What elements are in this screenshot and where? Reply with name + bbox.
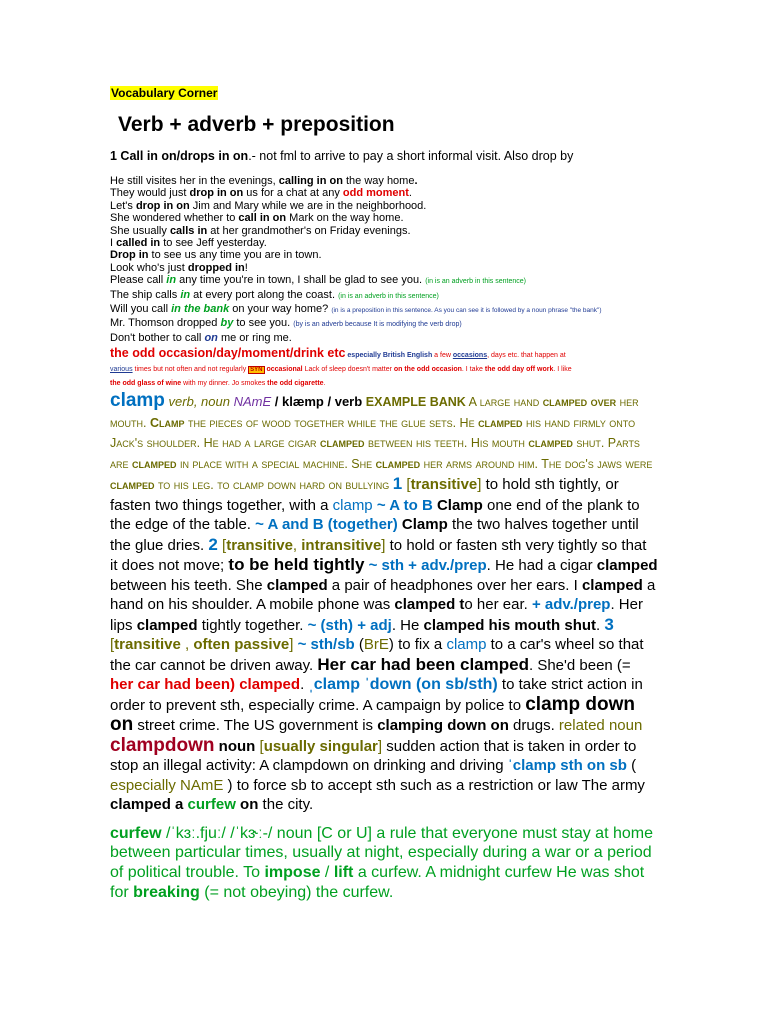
example-line: The ship calls in at every port along the coast. (in is an adverb in this sentence) xyxy=(110,288,439,301)
entry-head: 1 Call in on/drops in on xyxy=(110,149,249,163)
example-line: Don't bother to call on me or ring me. xyxy=(110,331,292,344)
sense-number: 2 xyxy=(208,534,218,554)
odd-occasion-entry: the odd occasion/day/moment/drink etc especially British English a few occasions, days etc. that happen at various times but not often and not regularly SYN occasional Lack of sleep doesn't matter on the odd occasion. I take the odd day off work. I like the odd glass of wine with my dinner. Jo smokes the odd cigarette. xyxy=(110,346,572,388)
clamp-entry: clamp verb, noun NAmE / klæmp / verb EXAMPLE BANK A large hand clamped over her mouth. Clamp the pieces of wood together while the glue sets. He clamped his hand firmly onto Jack's shoulder. He had a large cigar clamped between his teeth. His mouth clamped shut. Parts are clamped in place with a special machine. She clamped her arms around him. The dog's jaws were clamped to his leg. to clamp down hard on bullying 1 [transitive] to hold sth tightly, or fasten two things together, with a clamp ~ A to B Clamp one end of the plank to the edge of the table. ~ A and B (together) Clamp the two halves together until the glue dries. 2 [transitive, intransitive] to hold or fasten sth very tightly so that it does not move; to be held tightly ~ sth + adv./prep. He had a cigar clamped between his teeth. She clamped a pair of headphones over her ears. I clamped a hand on his shoulder. A mobile phone was clamped to her ear. + adv./prep. Her lips clamped tightly together. ~ (sth) + adj. He clamped his mouth shut. 3 [transitive , often passive] ~ sth/sb (BrE) to fix a clamp to a car's wheel so that the car cannot be driven away. Her car had been clamped. She'd been (= her car had been) clamped. ˌclamp ˈdown (on sb/sth) to take strict action in order to prevent sth, especially crime. A campaign by police to clamp down on street crime. The US government is clamping down on drugs. related noun clampdown noun [usually singular] sudden action that is taken in order to stop an illegal activity: A clampdown on drinking and driving ˈclamp sth on sb ( especially NAmE ) to force sb to accept sth such as a restriction or law The army clamped a curfew on the city. xyxy=(110,390,658,814)
example-line: They would just drop in on us for a chat at any odd moment. xyxy=(110,187,412,200)
example-line: Look who's just dropped in! xyxy=(110,261,248,274)
syn-badge: SYN xyxy=(250,367,263,374)
entry-call-in-on xyxy=(110,148,658,164)
entry-definition: .- not fml to arrive to pay a short informal visit. Also drop by xyxy=(248,149,574,163)
example-line: Will you call in the bank on your way home? (in is a preposition in this sentence. As you can see it is followed by a noun phrase "the bank") xyxy=(110,303,602,316)
odd-entry-head: the odd occasion/day/moment/drink etc xyxy=(110,346,346,361)
phrasal-verb-clamp-on: ˈclamp sth on sb xyxy=(507,757,627,775)
example-line: Drop in to see us any time you are in town. xyxy=(110,249,322,262)
vocabulary-corner-tag: Vocabulary Corner xyxy=(111,86,218,100)
clamp-headword: clamp xyxy=(110,390,165,412)
example-line: Mr. Thomson dropped by to see you. (by is an adverb because It is modifying the verb drop) xyxy=(110,317,462,330)
sense-number: 1 xyxy=(392,474,403,494)
example-line: She usually calls in at her grandmother's on Friday evenings. xyxy=(110,224,411,237)
section-tag xyxy=(110,84,658,102)
clampdown-headword: clampdown xyxy=(110,734,215,756)
sense-number: 3 xyxy=(604,614,614,634)
phrasal-verb-clamp-down: ˌclamp ˈdown (on sb/sth) xyxy=(308,676,498,694)
example-list xyxy=(110,175,658,344)
document-page xyxy=(110,84,658,902)
example-line: She wondered whether to call in on Mark on the way home. xyxy=(110,212,404,225)
example-line: Let's drop in on Jim and Mary while we are in the neighborhood. xyxy=(110,199,427,212)
page-title: Verb + adverb + preposition xyxy=(118,113,395,136)
curfew-entry: curfew /ˈkɜː.fjuː/ /ˈkɝː-/ noun [C or U] a rule that everyone must stay at home between particular times, usually at night, especially during a war or a period of political trouble. To impose / lift a curfew. A midnight curfew He was shot for breaking (= not obeying) the curfew. xyxy=(110,824,653,901)
example-line: I called in to see Jeff yesterday. xyxy=(110,237,267,250)
curfew-headword: curfew xyxy=(110,824,162,842)
example-line: He still visites her in the evenings, calling in on the way home. xyxy=(110,175,418,187)
example-line: Please call in any time you're in town, I shall be glad to see you. (in is an adverb in this sentence) xyxy=(110,274,526,287)
